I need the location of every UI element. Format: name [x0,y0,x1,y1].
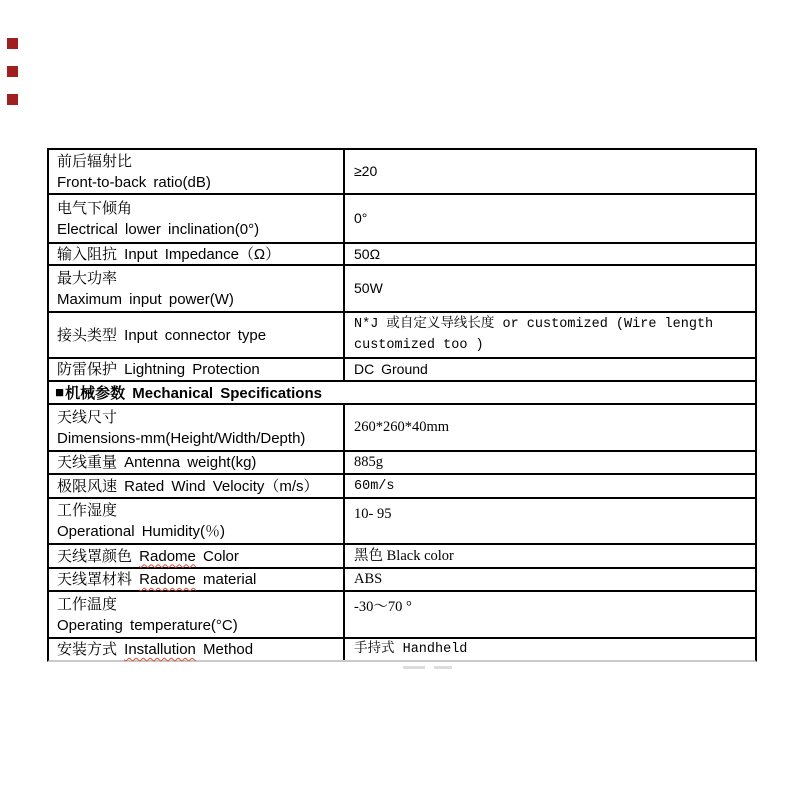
spec-label-cell [49,244,345,264]
label: 极限风速 Rated Wind Velocity（m/s） [57,477,319,495]
red-square-marker [7,94,18,105]
table-row [49,499,755,545]
table-row [49,313,755,359]
label-en: Maximum input power(W) [57,290,234,308]
spec-label-cell [49,545,345,567]
label-en: Dimensions-mm(Height/Width/Depth) [57,429,306,447]
spec-label-cell [49,313,345,357]
table-row [49,475,755,499]
spec-value-cell [345,545,755,567]
spec-value-cell [345,499,755,543]
label-en: Electrical lower inclination(0°) [57,220,260,238]
spec-value-cell [345,313,755,357]
spec-label-cell [49,195,345,242]
label-post: Color [195,547,239,565]
spec-table [47,148,757,662]
misspelled-word: Installution [124,641,196,658]
spec-value: 60m/s [354,478,395,494]
spec-value: 260*260*40mm [354,419,450,435]
label-pre: 天线罩颜色 [57,547,140,565]
spec-value-cell [345,452,755,473]
spec-value: ≥20 [354,163,378,179]
section-marker-icon: ■ [55,384,65,401]
label-post: material [195,571,257,588]
spec-value-cell [345,244,755,264]
spec-label-cell [49,150,345,193]
table-row [49,405,755,452]
spec-label-cell [49,452,345,473]
table-row [49,244,755,266]
spec-value: 0° [354,210,368,226]
spec-value: 50W [354,280,383,296]
table-row [49,359,755,382]
red-square-marker [7,38,18,49]
spec-label-cell [49,405,345,450]
misspelled-word: Radome [139,571,196,588]
label-pre: 天线罩材料 [57,571,140,588]
spec-value: 10- 95 [354,506,392,522]
label-zh: 前后辐射比 [57,152,133,170]
spec-value-cell [345,266,755,311]
spec-label-cell [49,359,345,380]
spec-value: DC Ground [354,361,428,377]
label-en: Operational Humidity(％) [57,523,226,540]
table-row [49,639,755,660]
spec-value-cell [345,359,755,380]
spec-value-cell [345,405,755,450]
spec-value-line1: N*J 或自定义导线长度 or customized (Wire length [354,317,714,332]
spec-label-cell [49,266,345,311]
spec-value-cell [345,195,755,242]
spec-value: ABS [354,571,383,587]
spec-value-cell [345,150,755,193]
label [57,546,339,567]
spec-value: 黑色 Black color [354,547,454,564]
spec-value-cell [345,639,755,660]
label: 防雷保护 Lightning Protection [57,361,260,378]
label-post: Method [195,641,254,658]
red-square-marker [7,66,18,77]
table-row [49,150,755,195]
label-zh: 天线尺寸 [57,408,118,426]
spec-label-cell [49,592,345,637]
table-row [49,195,755,244]
section-header-row [49,382,755,405]
table-row [49,452,755,475]
table-row [49,592,755,639]
label [57,639,339,660]
spec-value-cell [345,569,755,590]
label: 天线重量 Antenna weight(kg) [57,454,257,471]
spec-value: 手持式 Handheld [354,642,468,657]
label-zh: 工作温度 [57,595,118,613]
label-zh: 电气下倾角 [57,199,133,217]
spec-value-cell [345,475,755,497]
label-zh: 最大功率 [57,269,118,287]
label-pre: 安装方式 [57,641,125,658]
table-row [49,545,755,569]
spec-value-cell [345,592,755,637]
label-en: Operating temperature(°C) [57,616,238,634]
label-en: Front-to-back ratio(dB) [57,173,211,191]
spec-label-cell [49,475,345,497]
label [57,569,339,590]
spec-value: 885g [354,454,383,470]
label-zh: 工作湿度 [57,502,118,519]
table-row [49,569,755,592]
section-title: 机械参数 Mechanical Specifications [65,385,322,402]
spec-value: -30～70 ° [354,599,412,615]
misspelled-word: Radome [139,547,196,565]
artifact-dash [403,666,425,669]
table-row [49,266,755,313]
label: 接头类型 Input connector type [57,326,267,344]
spec-value: 50Ω [354,245,381,262]
spec-label-cell [49,639,345,660]
label: 输入阻抗 Input Impedance（Ω） [57,245,281,263]
artifact-dash [434,666,452,669]
spec-label-cell [49,569,345,590]
spec-label-cell [49,499,345,543]
spec-value-line2: customized too ) [354,338,484,353]
